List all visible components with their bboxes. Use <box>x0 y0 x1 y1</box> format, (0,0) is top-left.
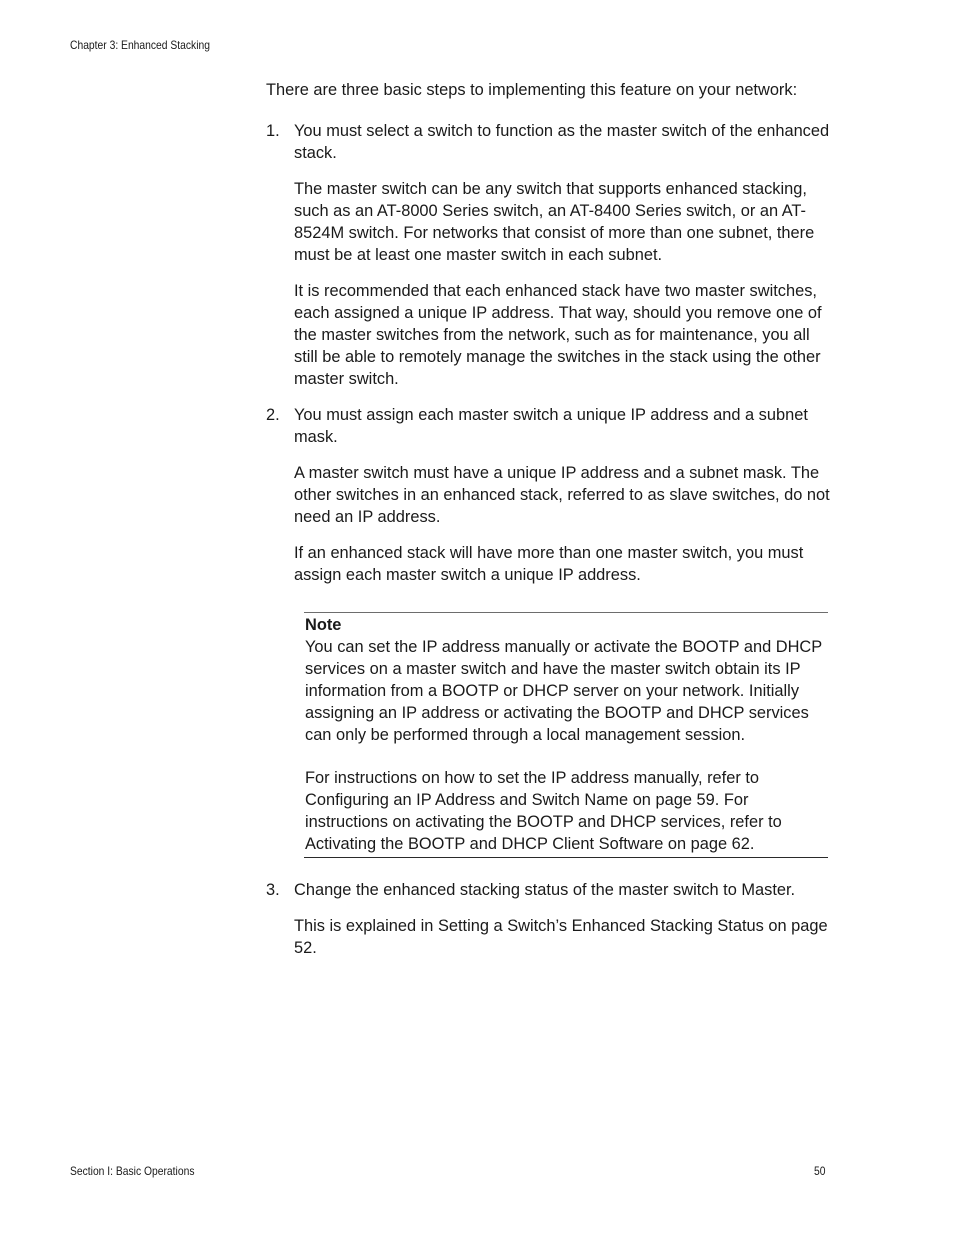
step-text: Change the enhanced stacking status of the master switch to Master. <box>294 881 796 899</box>
step-3 <box>266 879 832 959</box>
step-paragraph: A master switch must have a unique IP address and a subnet mask. The other switches in an enhanced stack, referred to as slave switches, do not need an IP address. <box>294 464 830 526</box>
step-1 <box>266 120 832 390</box>
step-body <box>294 915 832 959</box>
page-content <box>266 79 832 959</box>
step-paragraph: It is recommended that each enhanced stack have two master switches, each assigned a unique IP address. That way, should you remove one of the master switches from the network, such as for maintenance, you all still be able to remotely manage the switches in the stack using the other master switch. <box>294 282 822 388</box>
running-head: Chapter 3: Enhanced Stacking <box>70 38 210 52</box>
step-paragraph: If an enhanced stack will have more than one master switch, you must assign each master switch a unique IP address. <box>294 544 804 584</box>
note-box <box>304 612 828 858</box>
note-paragraph: For instructions on how to set the IP address manually, refer to Configuring an IP Address and Switch Name on page 59. For instructions on activating the BOOTP and DHCP services, refer to Activating the BOOTP and DHCP Client Software on page 62. <box>305 769 782 853</box>
step-body <box>294 178 832 390</box>
note-paragraph: You can set the IP address manually or activate the BOOTP and DHCP services on a master switch and have the master switch obtain its IP information from a BOOTP or DHCP server on your network. Initially assigning an IP address or activating the BOOTP and DHCP services can only be performed through a local management session. <box>305 638 822 744</box>
step-number: 3. <box>266 881 280 899</box>
note-title: Note <box>305 616 342 634</box>
step-number: 2. <box>266 406 280 424</box>
step-number: 1. <box>266 122 280 140</box>
page-number: 50 <box>814 1164 826 1178</box>
step-paragraph: The master switch can be any switch that supports enhanced stacking, such as an AT-8000 Series switch, an AT-8400 Series switch, or an AT-8524M switch. For networks that consist of more than one subnet, there must be at least one master switch in each subnet. <box>294 180 815 264</box>
step-text: You must select a switch to function as the master switch of the enhanced stack. <box>294 122 830 162</box>
step-body <box>294 462 832 586</box>
footer-section-label: Section I: Basic Operations <box>70 1164 195 1178</box>
step-text: You must assign each master switch a unique IP address and a subnet mask. <box>294 406 808 446</box>
intro-paragraph: There are three basic steps to implementing this feature on your network: <box>266 81 798 99</box>
step-2 <box>266 404 832 858</box>
step-paragraph: This is explained in Setting a Switch’s Enhanced Stacking Status on page 52. <box>294 917 828 957</box>
